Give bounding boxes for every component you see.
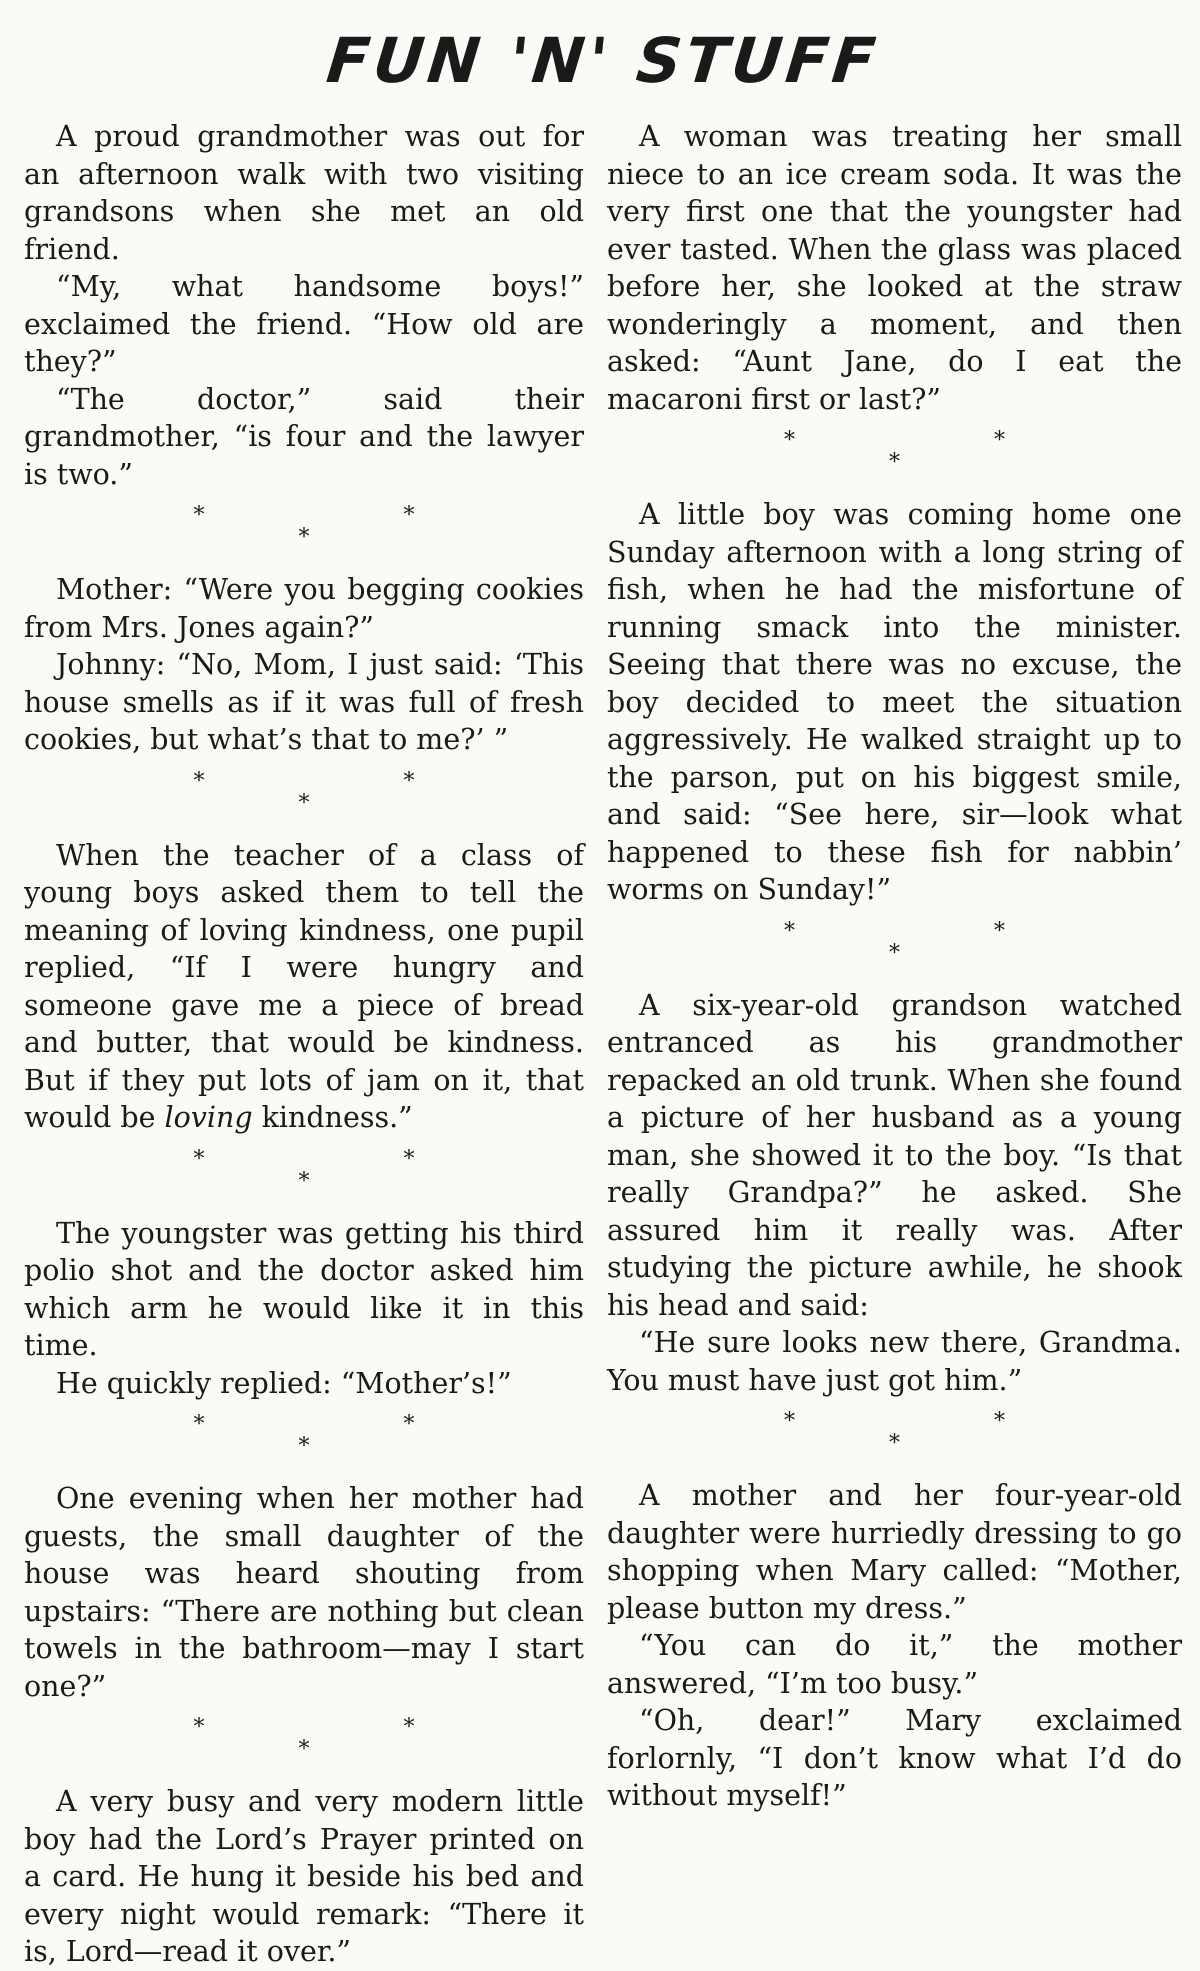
- joke-paragraph: A little boy was coming home one Sunday afternoon with a long string of fish, when he had the misfortune of running smack into the minister. Seeing that there was no excuse, the boy decided to meet the situation aggressively. He walked straight up to the parson, put on his biggest smile, and said: “See here, sir—look what happened to these fish for nabbin’ worms on Sunday!”: [607, 498, 1182, 906]
- joke-paragraph: A proud grandmother was out for an afternoon walk with two visiting grandsons when she met an old friend.: [24, 120, 584, 266]
- joke-paragraph: “My, what handsome boys!” exclaimed the friend. “How old are they?”: [24, 270, 584, 378]
- separator-stars: * * *: [784, 918, 1101, 966]
- right-column: [607, 118, 1182, 1971]
- joke-item: [607, 1477, 1182, 1815]
- separator-stars: * * *: [193, 1715, 511, 1762]
- joke-item: [24, 118, 584, 493]
- separator-stars: * * *: [193, 1412, 511, 1459]
- joke-paragraph: “The doctor,” said their grandmother, “is four and the lawyer is two.”: [24, 382, 584, 491]
- separator-stars: * * *: [193, 503, 511, 550]
- joke-item: [24, 1783, 584, 1971]
- emphasis-text: loving: [164, 1101, 253, 1134]
- separator-stars: * * *: [193, 1146, 511, 1194]
- joke-paragraph: Mother: “Were you begging cookies from Mrs. Jones again?”: [24, 573, 584, 644]
- joke-paragraph: “You can do it,” the mother answered, “I’m too busy.”: [607, 1629, 1182, 1700]
- joke-paragraph: “He sure looks new there, Grandma. You must have just got him.”: [607, 1326, 1182, 1397]
- page-title: FUN 'N' STUFF: [323, 24, 883, 97]
- joke-item: [607, 118, 1182, 418]
- joke-paragraph: Johnny: “No, Mom, I just said: ‘This house smells as if it was full of fresh cookies, but what’s that to me?’ ”: [24, 648, 584, 756]
- joke-item: [24, 837, 584, 1137]
- joke-paragraph: A mother and her four-year-old daughter were hurriedly dressing to go shopping when Mary called: “Mother, please button my dress.”: [607, 1479, 1182, 1625]
- joke-paragraph: The youngster was getting his third polio shot and the doctor asked him which arm he would like it in this time.: [24, 1216, 584, 1362]
- joke-paragraph: A six-year-old grandson watched entranced as his grandmother repacked an old trunk. When she found a picture of her husband as a young man, she showed it to the boy. “Is that really Grandpa?” he asked. She assured him it really was. After studying the picture awhile, he shook his head and said:: [607, 988, 1182, 1322]
- separator-stars: * * *: [784, 428, 1101, 475]
- separator-stars: * * *: [193, 768, 511, 816]
- left-column: [24, 118, 584, 1971]
- joke-paragraph: When the teacher of a class of young boys asked them to tell the meaning of loving kindness, one pupil replied, “If I were hungry and someone gave me a piece of bread and butter, that would be kindness. But if they put lots of jam on it, that would be loving kindness.”: [24, 838, 584, 1134]
- joke-paragraph: He quickly replied: “Mother’s!”: [56, 1366, 512, 1400]
- joke-paragraph: “Oh, dear!” Mary exclaimed forlornly, “I don’t know what I’d do without myself!”: [607, 1704, 1182, 1812]
- joke-item: [607, 987, 1182, 1400]
- joke-paragraph: A very busy and very modern little boy had the Lord’s Prayer printed on a card. He hung it beside his bed and every night would remark: “There it is, Lord—read it over.”: [24, 1785, 584, 1968]
- joke-item: [24, 571, 584, 759]
- joke-paragraph: One evening when her mother had guests, the small daughter of the house was heard shouting from upstairs: “There are nothing but clean towels in the bathroom—may I start one?”: [24, 1482, 584, 1703]
- joke-paragraph: A woman was treating her small niece to an ice cream soda. It was the very first one that the youngster had ever tasted. When the glass was placed before her, she looked at the straw wonderingly a moment, and then asked: “Aunt Jane, do I eat the macaroni first or last?”: [607, 120, 1182, 416]
- separator-stars: * * *: [784, 1409, 1101, 1456]
- columns: [24, 118, 1182, 1971]
- joke-item: [24, 1480, 584, 1705]
- joke-item: [24, 1215, 584, 1403]
- joke-item: [607, 496, 1182, 909]
